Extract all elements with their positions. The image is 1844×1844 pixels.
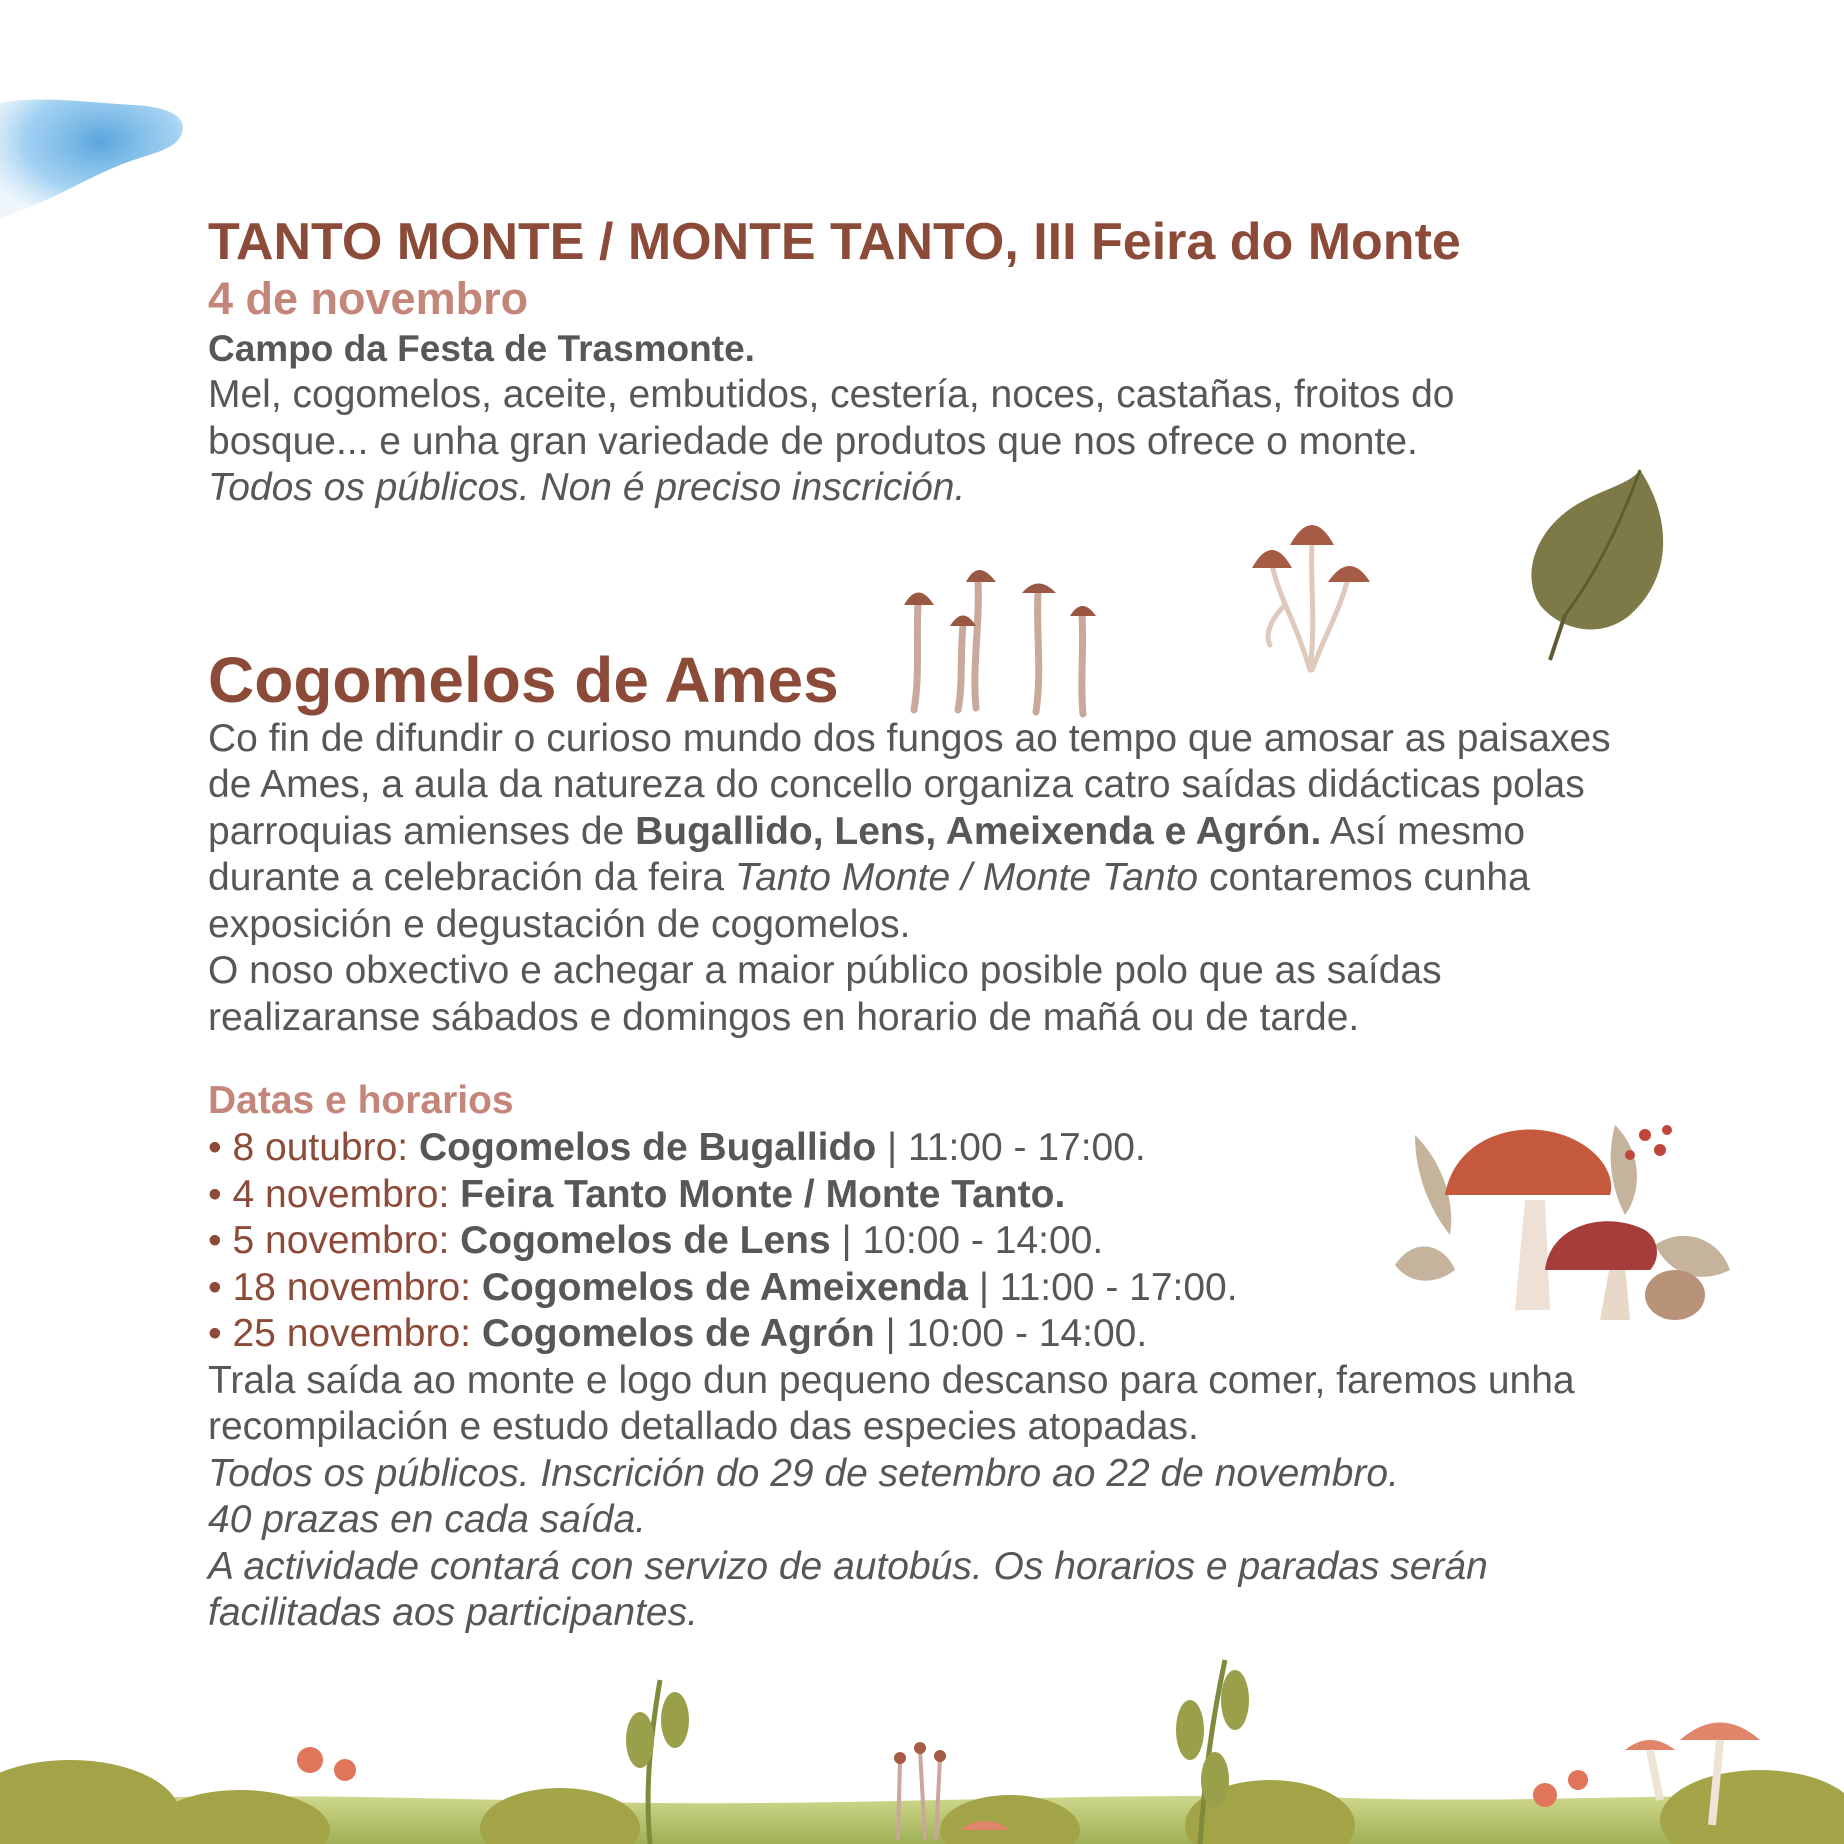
feira-audience: Todos os públicos. Non é preciso inscrición. xyxy=(208,466,966,509)
grass-border-illustration xyxy=(0,1640,1844,1844)
thin-mushrooms-illustration xyxy=(900,560,1100,720)
schedule-event: Cogomelos de Ameixenda xyxy=(481,1265,968,1309)
schedule-time: | 11:00 - 17:00. xyxy=(967,1265,1238,1309)
cogomelos-title: Cogomelos de Ames xyxy=(208,643,839,716)
schedule-date: • 5 novembro: xyxy=(208,1219,461,1262)
schedule-after: Trala saída ao monte e logo dun pequeno descanso para comer, faremos unha recompilación e estudo detallado das especies atopadas. xyxy=(208,1358,1575,1448)
schedule-note-places: 40 prazas en cada saída. xyxy=(208,1498,646,1541)
schedule-note-bus: A actividade contará con servizo de autobús. Os horarios e paradas serán facilitadas aos participantes. xyxy=(208,1544,1488,1634)
intro-parishes: Bugallido, Lens, Ameixenda e Agrón. xyxy=(635,809,1322,853)
schedule-date: • 25 novembro: xyxy=(208,1312,482,1355)
cogomelos-goal: O noso obxectivo e achegar a maior público posible polo que as saídas realizaranse sábados e domingos en horario de mañá ou de tarde. xyxy=(208,949,1442,1039)
feira-date: 4 de novembro xyxy=(208,273,529,324)
mushroom-cluster-illustration xyxy=(1240,510,1375,680)
schedule-time: | 11:00 - 17:00. xyxy=(876,1126,1146,1169)
intro-text-3: contaremos cunha exposición e degustación de cogomelos. xyxy=(208,856,1530,946)
blue-watercolor-splash xyxy=(0,95,190,225)
intro-text-1: Co fin de difundir o curioso mundo dos fungos ao tempo que amosar as paisaxes de Ames, a aula da natureza do concello organiza catro saídas didácticas polas parroquias amienses de xyxy=(208,716,1611,853)
schedule-event: Cogomelos de Agrón xyxy=(481,1312,875,1355)
intro-fair-name: Tanto Monte / Monte Tanto xyxy=(734,856,1199,899)
schedule-date: • 4 novembro: xyxy=(208,1172,461,1216)
schedule-time: | 10:00 - 14:00. xyxy=(830,1219,1104,1262)
cogomelos-intro xyxy=(208,716,1648,949)
feira-venue: Campo da Festa de Trasmonte. xyxy=(208,328,755,369)
schedule-note-registration: Todos os públicos. Inscrición do 29 de setembro ao 22 de novembro. xyxy=(208,1451,1399,1495)
intro-text-2: Así mesmo durante a celebración da feira xyxy=(208,809,1526,899)
schedule-heading: Datas e horarios xyxy=(208,1079,514,1122)
mushroom-bouquet-illustration xyxy=(1375,1095,1735,1335)
schedule-time: | 10:00 - 14:00. xyxy=(874,1312,1148,1355)
schedule-date: • 18 novembro: xyxy=(208,1265,482,1309)
feira-title: TANTO MONTE / MONTE TANTO, III Feira do Monte xyxy=(208,213,1461,271)
schedule-event: Cogomelos de Lens xyxy=(460,1219,831,1262)
schedule-event: Feira Tanto Monte / Monte Tanto. xyxy=(460,1172,1066,1216)
feira-description: Mel, cogomelos, aceite, embutidos, cestería, noces, castañas, froitos do bosque... e unha gran variedade de produtos que nos ofrece o monte. xyxy=(208,373,1455,463)
schedule-date: • 8 outubro: xyxy=(208,1126,419,1169)
schedule-event: Cogomelos de Bugallido xyxy=(418,1126,877,1169)
leaf-illustration xyxy=(1515,465,1675,665)
